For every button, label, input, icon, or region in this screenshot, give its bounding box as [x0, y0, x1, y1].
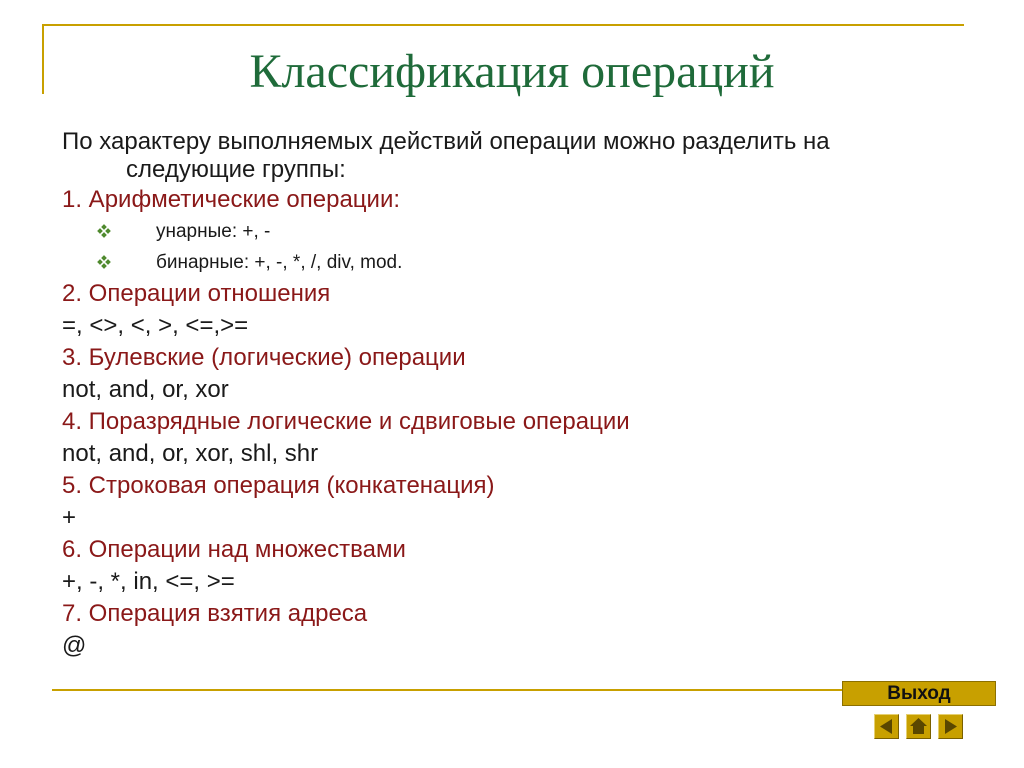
group-heading-2: 2. Операции отношения	[62, 280, 331, 307]
slide-title: Классификация операций	[249, 45, 775, 98]
intro-text: По характеру выполняемых действий операции можно разделить на следующие группы:	[62, 128, 830, 183]
arrow-right-icon	[939, 715, 962, 738]
home-button[interactable]	[906, 714, 931, 739]
diamond-bullet-icon	[98, 256, 110, 268]
group-heading-5: 5. Строковая операция (конкатенация)	[62, 472, 495, 499]
group-ops-3: not, and, or, xor	[62, 376, 229, 403]
subitem-unary	[62, 216, 962, 247]
group-ops-4: not, and, or, xor, shl, shr	[62, 440, 319, 467]
slide-body	[62, 128, 962, 662]
group-ops-7: @	[62, 632, 87, 659]
previous-slide-button[interactable]	[874, 714, 899, 739]
arrow-left-icon	[875, 715, 898, 738]
frame-top-rule	[42, 24, 964, 26]
group-heading-7: 7. Операция взятия адреса	[62, 600, 368, 627]
group-heading-6: 6. Операции над множествами	[62, 536, 406, 563]
group-heading-1: 1. Арифметические операции:	[62, 186, 401, 213]
group-ops-2: =, <>, <, >, <=,>=	[62, 312, 249, 339]
group-ops-6: +, -, *, in, <=, >=	[62, 568, 235, 595]
next-slide-button[interactable]	[938, 714, 963, 739]
bottom-rule	[52, 689, 852, 691]
subitem-label: бинарные: +, -, *, /, div, mod.	[156, 252, 403, 273]
group-ops-5: +	[62, 504, 77, 531]
subitem-label: унарные: +, -	[156, 221, 271, 242]
group-heading-3: 3. Булевские (логические) операции	[62, 344, 466, 371]
home-icon	[907, 715, 930, 738]
exit-button[interactable]: Выход	[842, 681, 996, 706]
diamond-bullet-icon	[98, 225, 110, 237]
group-heading-4: 4. Поразрядные логические и сдвиговые операции	[62, 408, 630, 435]
subitem-binary	[62, 247, 962, 278]
